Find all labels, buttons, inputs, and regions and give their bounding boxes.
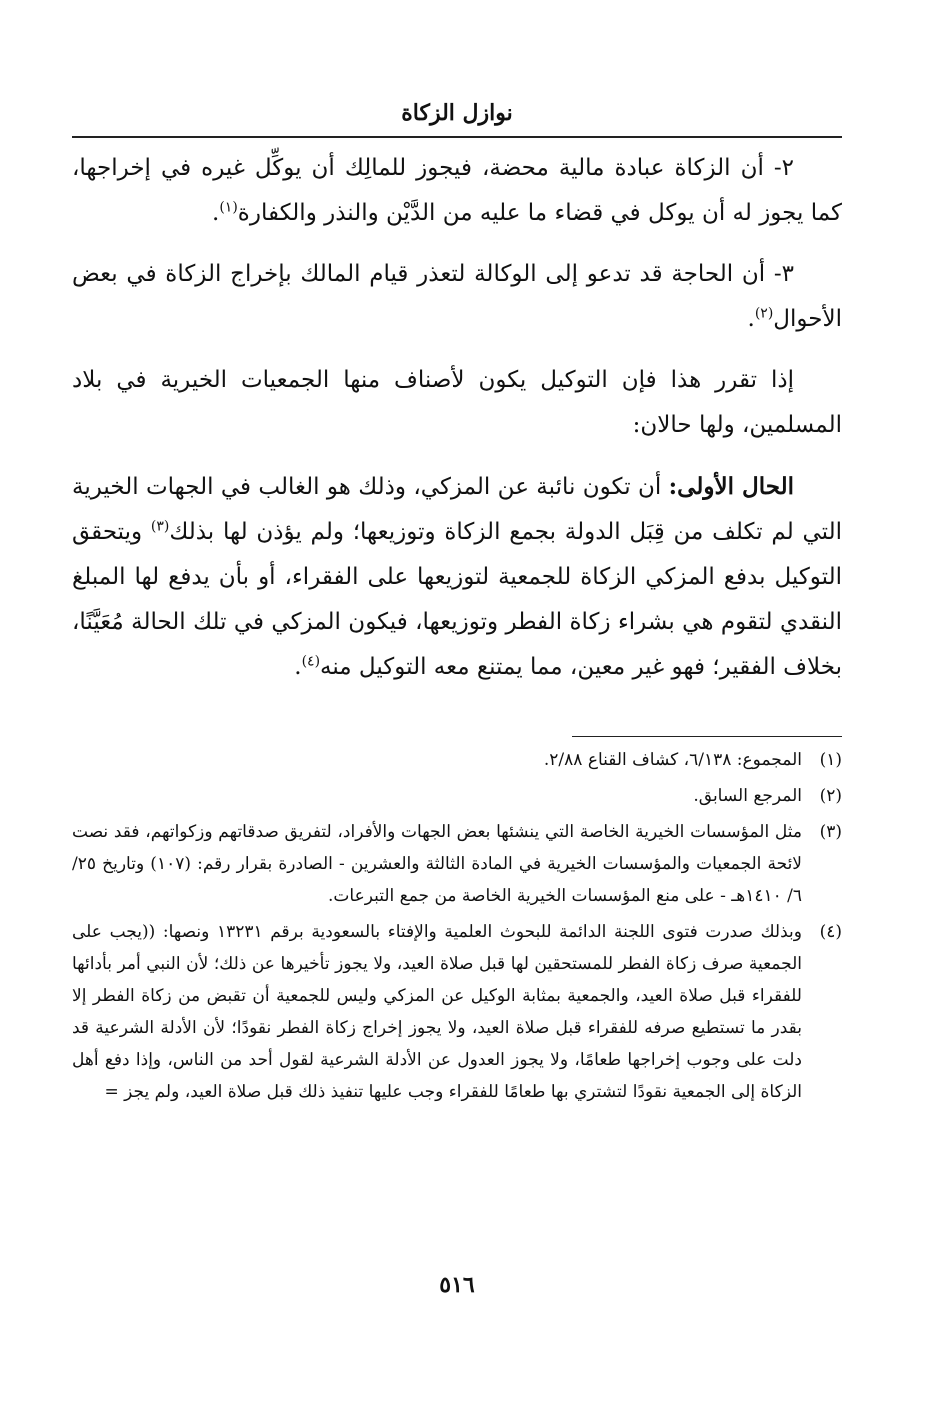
running-head: نوازل الزكاة [401,100,513,126]
footnote-number: (٣) [819,822,842,842]
first-state-text-a: أن تكون نائبة عن المزكي، وذلك هو الغالب في الجهات الخيرية التي لم تكلف من قِبَل الدولة بجمع الزكاة وتوزيعها؛ ولم يؤذن لها بذلك [72,474,842,545]
point-3-end: . [747,306,755,332]
paragraph-intro [72,358,842,448]
footnote-item [72,816,842,912]
paragraph-point-2 [72,146,842,236]
footnote-ref-4[interactable]: (٤) [301,653,321,670]
point-3-text: ٣- أن الحاجة قد تدعو إلى الوكالة لتعذر قيام المالك بإخراج الزكاة في بعض الأحوال [72,261,842,332]
footnote-ref-3[interactable]: (٣) [150,518,170,535]
paragraph-point-3 [72,252,842,342]
footnote-item [72,916,842,1108]
book-page [72,0,842,1406]
first-state-end: . [294,654,302,680]
page-number: ٥١٦ [439,1272,475,1298]
point-2-text: ٢- أن الزكاة عبادة مالية محضة، فيجوز للمالِك أن يوكِّل غيره في إخراجها، كما يجوز له أن يوكل في قضاء ما عليه من الدَّيْن والنذر والكفارة [72,155,842,226]
footnote-ref-2[interactable]: (٢) [754,305,774,322]
footnote-text: المرجع السابق. [693,786,802,806]
footnote-number: (٤) [819,922,842,942]
intro-text: إذا تقرر هذا فإن التوكيل يكون لأصناف منها الجمعيات الخيرية في بلاد المسلمين، ولها حالان: [72,367,842,438]
footnote-text: المجموع: ٦/١٣٨، كشاف القناع ٢/٨٨. [543,750,802,770]
main-text [72,146,842,706]
footnote-number: (٢) [819,786,842,806]
footnote-item [72,744,842,776]
footnote-rule [572,736,842,737]
footnote-text: مثل المؤسسات الخيرية الخاصة التي ينشئها بعض الجهات والأفراد، لتفريق صدقاتهم وزكواتهم، فقد نصت لائحة الجمعيات والمؤسسات الخيرية في المادة الثالثة والعشرين - الصادرة بقرار رقم: (١٠٧) وتاريخ ٢٥/ ٦/ ١٤١٠هـ - على منع المؤسسات الخيرية الخاصة من جمع التبرعات. [72,822,802,906]
footnotes [72,744,842,1112]
point-2-end: . [212,200,220,226]
first-state-heading: الحال الأولى: [668,473,794,500]
footnote-ref-1[interactable]: (١) [219,199,238,216]
footnote-text: وبذلك صدرت فتوى اللجنة الدائمة للبحوث العلمية والإفتاء بالسعودية برقم ١٣٢٣١ ونصها: ((يجب على الجمعية صرف زكاة الفطر للمستحقين لها قبل صلاة العيد، ولا يجوز تأخيرها عن ذلك؛ لأن النبي أمر بأدائها للفقراء قبل صلاة العيد، والجمعية بمثابة الوكيل عن المزكي وليس للجمعية أن تقبض من زكاة الفطر إلا بقدر ما تستطيع صرفه للفقراء قبل صلاة العيد، ولا يجوز إخراج زكاة الفطر نقودًا؛ لأن الأدلة الشرعية قد دلت على وجوب إخراجها طعامًا، ولا يجوز العدول عن الأدلة الشرعية لقول أحد من الناس، وإذا دفع أهل الزكاة إلى الجمعية نقودًا لتشتري بها طعامًا للفقراء وجب عليها تنفيذ ذلك قبل صلاة العيد، ولم يجز = [72,922,802,1102]
first-state-text-b: ويتحقق التوكيل بدفع المزكي الزكاة للجمعية لتوزيعها على الفقراء، أو بأن يدفع لها المبلغ النقدي لتقوم هي بشراء زكاة الفطر وتوزيعها، فيكون المزكي في تلك الحالة مُعَيَّنًا، بخلاف الفقير؛ فهو غير معين، مما يمتنع معه التوكيل منه [72,519,842,680]
paragraph-first-state [72,464,842,690]
footnote-item [72,780,842,812]
footnote-number: (١) [819,750,842,770]
header-rule [72,136,842,138]
